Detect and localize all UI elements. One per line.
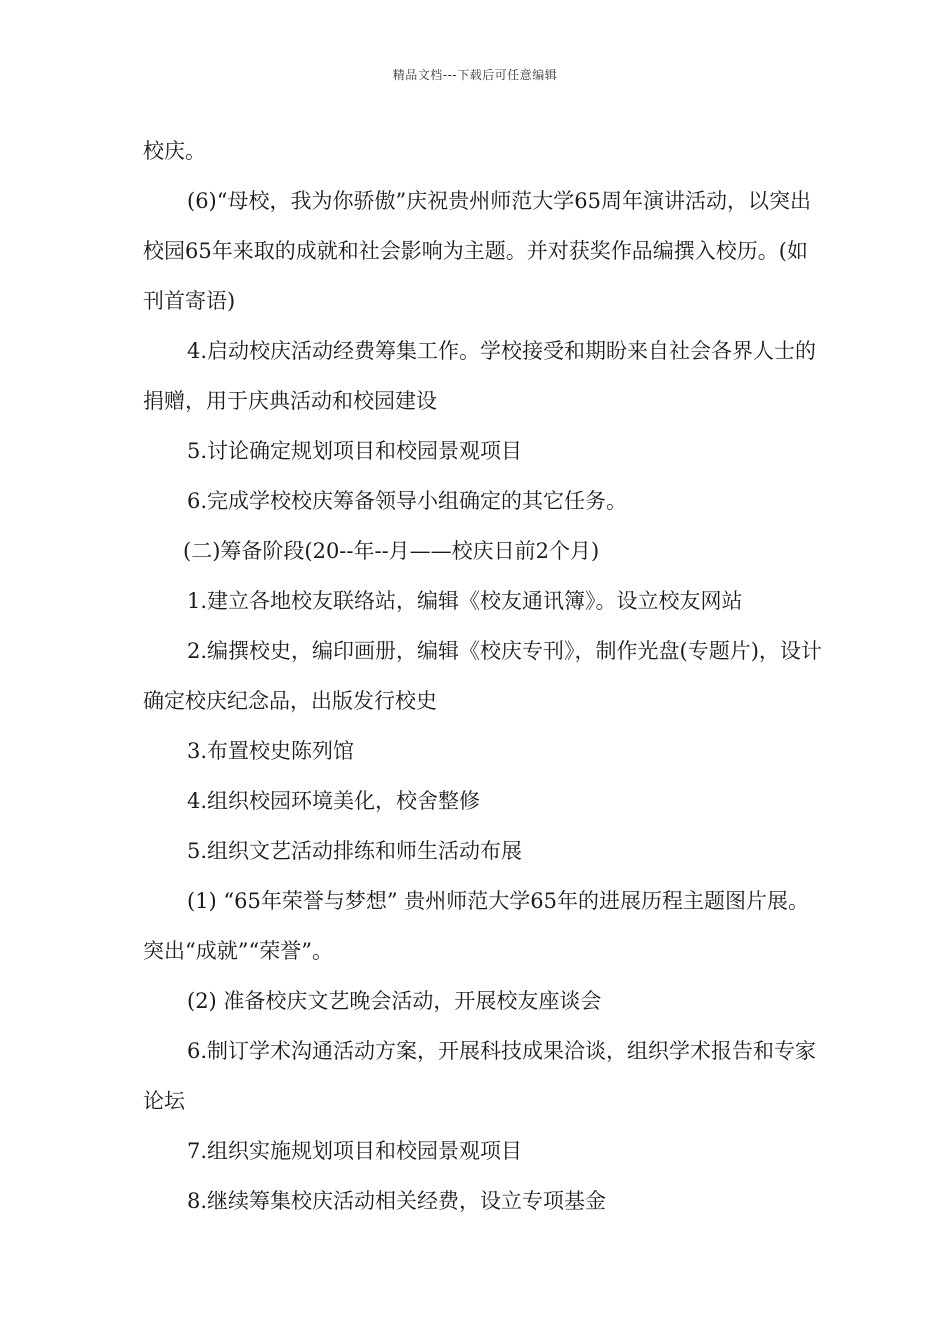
paragraph-art-activities: 5.组织文艺活动排练和师生活动布展 <box>187 839 523 863</box>
paragraph-fundraising: 4.启动校庆活动经费筹集工作。学校接受和期盼来自社会各界人士的捐赠，用于庆典活动和校园建设 <box>143 339 817 413</box>
paragraph-alumni-stations: 1.建立各地校友联络站，编辑《校友通讯簿》。设立校友网站 <box>187 589 743 613</box>
paragraph-special-fund: 8.继续筹集校庆活动相关经费，设立专项基金 <box>187 1189 607 1213</box>
paragraph-campus-beautification: 4.组织校园环境美化，校舍整修 <box>187 789 481 813</box>
paragraph-photo-exhibition: (1) “65年荣誉与梦想” 贵州师范大学65年的进展历程主题图片展。突出“成就”“荣誉”。 <box>143 889 810 963</box>
paragraph-evening-gala: (2) 准备校庆文艺晚会活动，开展校友座谈会 <box>187 989 602 1013</box>
paragraph-continuation: 校庆。 <box>143 139 206 163</box>
paragraph-speech-activity: (6)“母校，我为你骄傲”庆祝贵州师范大学65周年演讲活动，以突出校园65年来取的成就和社会影响为主题。并对获奖作品编撰入校历。(如刊首寄语) <box>143 189 811 313</box>
document-body <box>143 126 823 1226</box>
paragraph-other-tasks: 6.完成学校校庆筹备领导小组确定的其它任务。 <box>187 489 628 513</box>
paragraph-implement-projects: 7.组织实施规划项目和校园景观项目 <box>187 1139 523 1163</box>
paragraph-history-hall: 3.布置校史陈列馆 <box>187 739 355 763</box>
paragraph-school-history: 2.编撰校史，编印画册，编辑《校庆专刊》，制作光盘(专题片)，设计确定校庆纪念品，出版发行校史 <box>143 639 822 713</box>
section-heading-preparation-stage: (二)筹备阶段(20--年--月——校庆日前2个月) <box>183 539 600 563</box>
paragraph-academic-exchange: 6.制订学术沟通活动方案，开展科技成果洽谈，组织学术报告和专家论坛 <box>143 1039 817 1113</box>
page-header: 精品文档---下载后可任意编辑 <box>392 68 558 82</box>
paragraph-planning-projects: 5.讨论确定规划项目和校园景观项目 <box>187 439 523 463</box>
